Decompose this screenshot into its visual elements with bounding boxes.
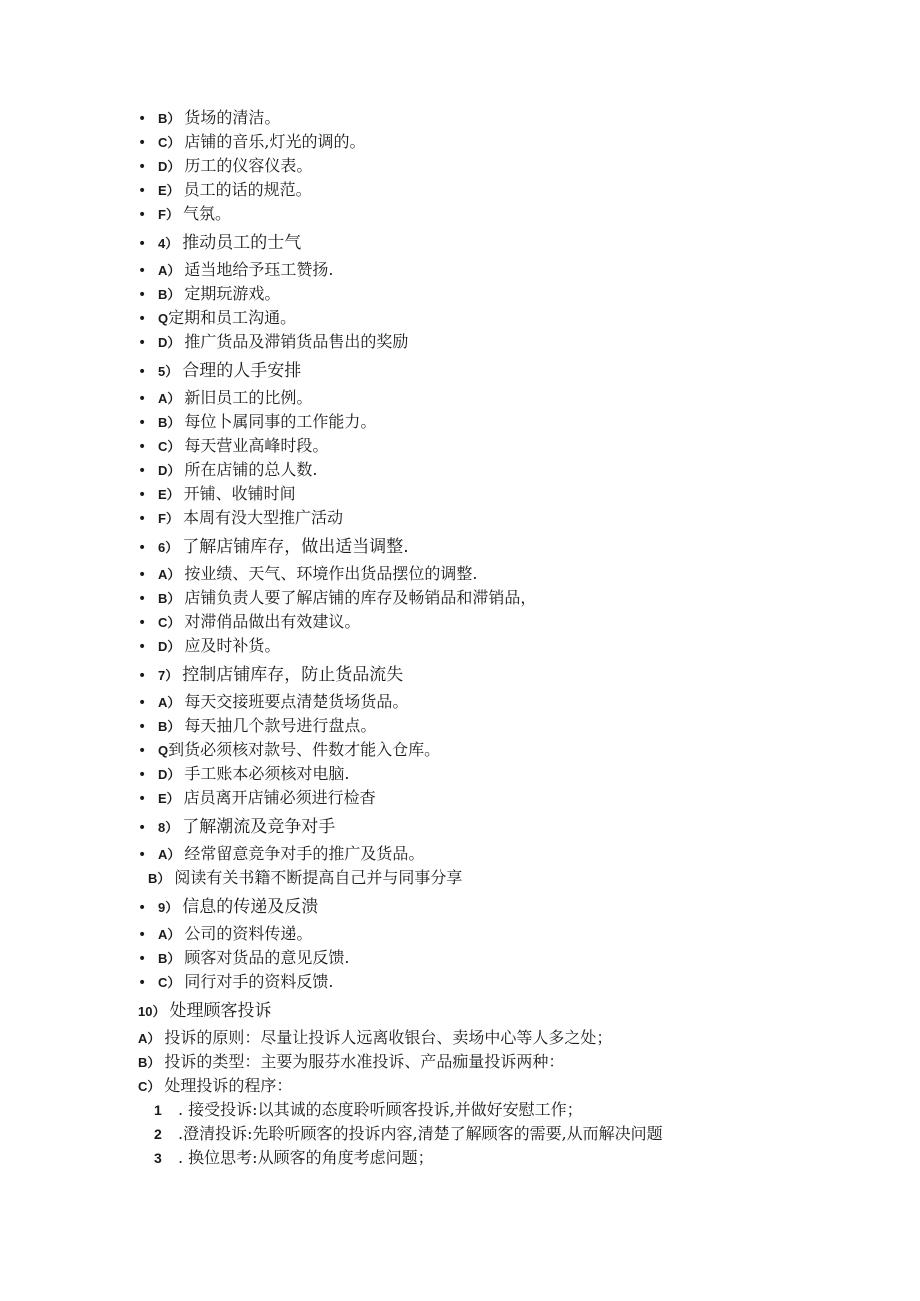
list-item — [138, 483, 296, 506]
list-item — [138, 587, 536, 610]
list-item — [138, 739, 440, 762]
item-marker: B） — [158, 111, 181, 126]
section-number: 7） — [158, 668, 179, 683]
section-heading — [138, 232, 301, 255]
item-text: 经常留意竞争对手的推广及货品。 — [184, 844, 425, 863]
item-text: 店铺的音乐,灯光的调的。 — [184, 132, 366, 151]
item-marker: C） — [158, 975, 181, 990]
item-marker: C） — [138, 1079, 161, 1094]
item-marker: A） — [158, 927, 181, 942]
section-number: 10） — [138, 1004, 166, 1019]
bullet: • — [138, 236, 147, 252]
item-marker: Q — [158, 311, 169, 326]
item-marker: Q — [158, 743, 169, 758]
item-marker: B） — [148, 871, 171, 886]
list-item — [138, 563, 477, 586]
section-heading — [138, 816, 335, 839]
list-item — [138, 947, 349, 970]
list-item — [138, 331, 408, 354]
item-marker: F） — [158, 511, 179, 526]
item-marker: D） — [158, 159, 181, 174]
list-item — [138, 283, 280, 306]
bullet: • — [138, 287, 147, 303]
item-marker: A） — [158, 263, 181, 278]
bullet: • — [138, 135, 147, 151]
item-text: 每天抽几个款号进行盘点。 — [184, 716, 377, 735]
item-marker: B） — [158, 951, 181, 966]
item-text: 每天交接班要点清楚货场货品。 — [184, 692, 409, 711]
bullet: • — [138, 511, 147, 527]
list-item — [138, 691, 408, 714]
bullet: • — [138, 311, 147, 327]
item-text: 处理投诉的程序： — [164, 1076, 293, 1095]
bullet: • — [138, 951, 147, 967]
section-title: 合理的人手安排 — [182, 361, 302, 381]
list-item — [138, 923, 312, 946]
list-item — [138, 635, 280, 658]
section-title: 了解店铺库存，做出适当调整. — [182, 537, 409, 557]
item-marker: D） — [158, 335, 181, 350]
list-item — [138, 715, 376, 738]
list-item — [148, 867, 462, 890]
item-text: 阅读有关书籍不断提高自己并与同事分享 — [174, 868, 463, 887]
bullet: • — [138, 639, 147, 655]
list-item — [138, 155, 312, 178]
bullet: • — [138, 927, 147, 943]
bullet: • — [138, 975, 147, 991]
bullet: • — [138, 591, 147, 607]
item-marker: B） — [158, 287, 181, 302]
step-item — [154, 1123, 663, 1145]
bullet: • — [138, 335, 147, 351]
step-item — [154, 1147, 434, 1169]
bullet: • — [138, 183, 147, 199]
item-text: 公司的资料传递。 — [184, 924, 313, 943]
section-number: 9） — [158, 900, 179, 915]
list-item — [138, 787, 376, 810]
item-marker: A） — [158, 847, 181, 862]
step-text: . 换位思考:从顾客的角度考虑问题； — [178, 1148, 434, 1167]
list-item — [138, 507, 343, 530]
list-item — [138, 1027, 612, 1050]
item-text: 顾客对货品的意见反馈. — [184, 948, 350, 967]
list-item — [138, 459, 317, 482]
item-text: 定期和员工沟通。 — [168, 308, 297, 327]
section-title: 处理顾客投诉 — [169, 1001, 272, 1021]
step-number: 3 — [154, 1150, 162, 1166]
item-text: 应及时补货。 — [184, 636, 281, 655]
item-text: 新旧员工的比例。 — [184, 388, 313, 407]
bullet: • — [138, 159, 147, 175]
section-title: 信息的传递及反溃 — [182, 897, 319, 917]
bullet: • — [138, 743, 147, 759]
item-marker: D） — [158, 639, 181, 654]
section-heading — [138, 536, 409, 559]
bullet: • — [138, 391, 147, 407]
section-title: 推动员工的士气 — [182, 233, 302, 253]
item-marker: E） — [158, 487, 180, 502]
list-item — [138, 259, 333, 282]
item-text: 投诉的原则：尽量让投诉人远离收银台、卖场中心等人多之处； — [164, 1028, 613, 1047]
section-heading — [138, 360, 301, 383]
section-heading — [138, 664, 403, 687]
list-item — [138, 611, 360, 634]
bullet: • — [138, 487, 147, 503]
item-marker: B） — [158, 591, 181, 606]
item-text: 推广货品及滞销货品售出的奖励 — [184, 332, 409, 351]
section-heading — [138, 896, 318, 919]
bullet: • — [138, 695, 147, 711]
bullet: • — [138, 847, 147, 863]
item-marker: F） — [158, 207, 179, 222]
list-item — [138, 179, 312, 202]
item-marker: A） — [158, 567, 181, 582]
item-marker: D） — [158, 767, 181, 782]
item-text: 手工账本必须核对电脑. — [184, 764, 350, 783]
item-text: 气氛。 — [182, 204, 231, 223]
item-text: 每天营业高峰时段。 — [184, 436, 329, 455]
bullet: • — [138, 668, 147, 684]
item-text: 同行对手的资料反馈. — [184, 972, 334, 991]
list-item — [138, 843, 424, 866]
bullet: • — [138, 615, 147, 631]
bullet: • — [138, 791, 147, 807]
bullet: • — [138, 263, 147, 279]
item-text: 店铺负责人要了解店铺的库存及畅销品和滞销品， — [184, 588, 537, 607]
item-marker: A） — [138, 1031, 161, 1046]
item-marker: A） — [158, 695, 181, 710]
list-item — [138, 435, 328, 458]
list-item — [138, 411, 376, 434]
list-item — [138, 971, 333, 994]
item-marker: B） — [138, 1055, 161, 1070]
item-text: 货场的清洁。 — [184, 108, 281, 127]
item-text: 员工的话的规范。 — [183, 180, 312, 199]
bullet: • — [138, 364, 147, 380]
item-text: 历工的仪容仪表。 — [184, 156, 313, 175]
list-item — [138, 107, 280, 130]
section-heading — [138, 1000, 271, 1023]
item-text: 按业绩、天气、环境作出货品摆位的调整. — [184, 564, 478, 583]
item-marker: E） — [158, 791, 180, 806]
item-marker: E） — [158, 183, 180, 198]
item-text: 适当地给予珏工赞扬. — [184, 260, 334, 279]
bullet: • — [138, 111, 147, 127]
bullet: • — [138, 719, 147, 735]
item-marker: D） — [158, 463, 181, 478]
bullet: • — [138, 463, 147, 479]
item-text: 对滞俏品做出有效建议。 — [184, 612, 361, 631]
item-marker: B） — [158, 719, 181, 734]
bullet: • — [138, 415, 147, 431]
item-marker: B） — [158, 415, 181, 430]
list-item — [138, 1051, 564, 1074]
step-text: . 接受投诉:以其诚的态度聆听顾客投诉,并做好安慰工作； — [178, 1100, 583, 1119]
bullet: • — [138, 820, 147, 836]
step-number: 1 — [154, 1102, 162, 1118]
list-item — [138, 763, 349, 786]
bullet: • — [138, 207, 147, 223]
list-item — [138, 387, 312, 410]
item-text: 定期玩游戏。 — [184, 284, 281, 303]
item-text: 开铺、收铺时间 — [183, 484, 296, 503]
item-marker: C） — [158, 439, 181, 454]
list-item — [138, 203, 231, 226]
item-text: 本周有没大型推广活动 — [182, 508, 343, 527]
item-marker: A） — [158, 391, 181, 406]
section-title: 控制店铺库存，防止货品流失 — [182, 665, 404, 685]
list-item — [138, 307, 296, 330]
section-title: 了解潮流及竞争对手 — [182, 817, 336, 837]
bullet: • — [138, 767, 147, 783]
section-number: 8） — [158, 820, 179, 835]
item-text: 到货必须核对款号、件数才能入仓库。 — [168, 740, 441, 759]
bullet: • — [138, 567, 147, 583]
step-number: 2 — [154, 1126, 162, 1142]
bullet: • — [138, 540, 147, 556]
item-text: 所在店铺的总人数. — [184, 460, 318, 479]
item-marker: C） — [158, 135, 181, 150]
bullet: • — [138, 439, 147, 455]
section-number: 5） — [158, 364, 179, 379]
list-item — [138, 1075, 292, 1098]
item-marker: C） — [158, 615, 181, 630]
section-number: 6） — [158, 540, 179, 555]
step-item — [154, 1099, 583, 1121]
item-text: 投诉的类型：主要为服芬水准投诉、产品痂量投诉两种： — [164, 1052, 565, 1071]
list-item — [138, 131, 365, 154]
bullet: • — [138, 900, 147, 916]
item-text: 每位卜属同事的工作能力。 — [184, 412, 377, 431]
section-number: 4） — [158, 236, 179, 251]
item-text: 店员离开店铺必须进行检杳 — [183, 788, 376, 807]
step-text: .澄清投诉:先聆听顾客的投诉内容,清楚了解顾客的需要,从而解决问题 — [178, 1124, 663, 1143]
